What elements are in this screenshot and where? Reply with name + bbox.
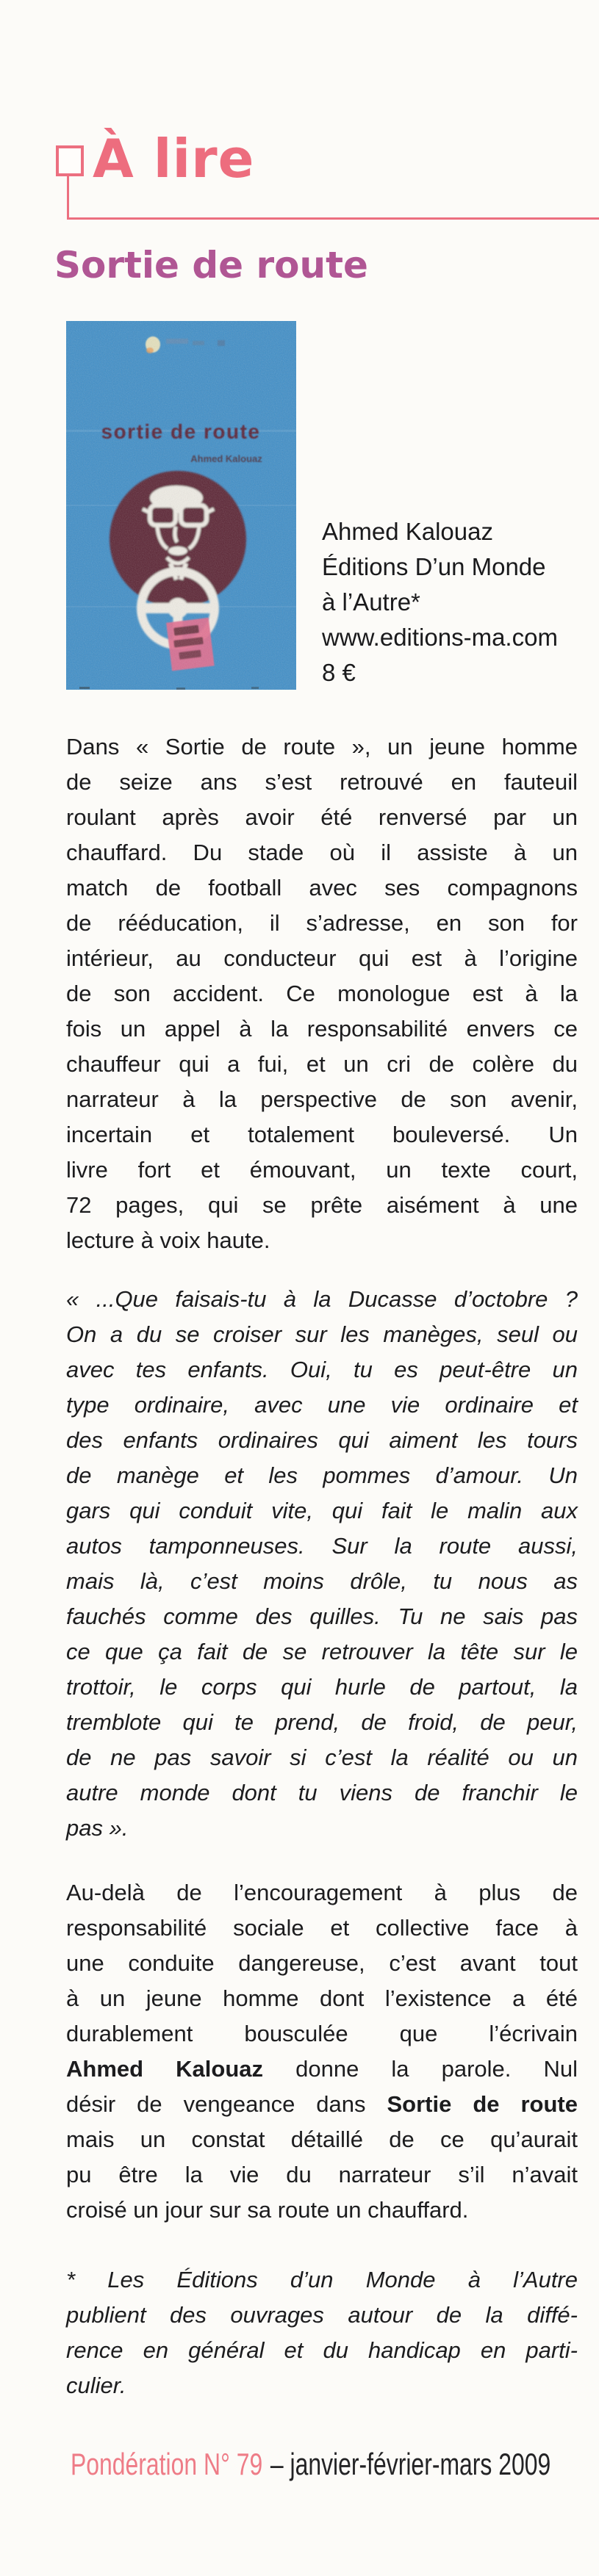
text-line: culier. [66, 2373, 126, 2398]
text-line: mais un constat détaillé de ce qu’aurait [66, 2126, 578, 2152]
text-line: pas ». [66, 1815, 129, 1841]
text-line: responsabilité sociale et collective face à [66, 1915, 578, 1941]
quote-excerpt [66, 1282, 578, 1846]
text-line: * Les Éditions d’un Monde à l’Autre [66, 2267, 578, 2292]
text-line: chauffeur qui a fui, et un cri de colère du [66, 1051, 578, 1077]
text-line: croisé un jour sur sa route un chauffard. [66, 2197, 469, 2223]
text-line: Ahmed Kalouaz donne la parole. Nul [66, 2056, 578, 2082]
text-line: 72 pages, qui se prête aisément à une [66, 1192, 578, 1218]
text-line: autre monde dont tu viens de franchir le [66, 1780, 578, 1805]
book-cover-image [66, 321, 296, 690]
footnote [66, 2262, 578, 2403]
text-line: www.editions-ma.com [322, 624, 558, 651]
text-line: « ...Que faisais-tu à la Ducasse d’octobre ? [66, 1286, 578, 1312]
text-line: à un jeune homme dont l’existence a été [66, 1985, 578, 2011]
text-line: de manège et les pommes d’amour. Un [66, 1462, 578, 1488]
page-footer [71, 2447, 550, 2481]
text-line: livre fort et émouvant, un texte court, [66, 1157, 578, 1183]
text-line: autos tamponneuses. Sur la route aussi, [66, 1533, 578, 1559]
text-line: 8 € [322, 659, 356, 686]
text-line: publient des ouvrages autour de la diffé- [66, 2302, 578, 2328]
text-line: incertain et totalement bouleversé. Un [66, 1122, 578, 1147]
book-info [322, 514, 587, 690]
text-line: fois un appel à la responsabilité envers ce [66, 1016, 578, 1042]
article-title: Sortie de route [54, 244, 368, 286]
text-line: de rééducation, il s’adresse, en son for [66, 910, 578, 936]
text-line: narrateur à la perspective de son avenir, [66, 1086, 578, 1112]
text-line: gars qui conduit vite, qui fait le malin aux [66, 1498, 578, 1523]
text-line: mais là, c’est moins drôle, tu nous as [66, 1568, 578, 1594]
text-line: des enfants ordinaires qui aiment les tours [66, 1427, 578, 1453]
text-line: match de football avec ses compagnons [66, 875, 578, 901]
text-line: roulant après avoir été renversé par un [66, 804, 578, 830]
text-line: pu être la vie du narrateur s’il n’avait [66, 2162, 578, 2187]
text-line: trottoir, le corps qui hurle de partout, la [66, 1674, 578, 1700]
text-line: ce que ça fait de se retrouver la tête sur le [66, 1639, 578, 1664]
section-marker-square [56, 145, 84, 176]
section-rule-horizontal [67, 217, 599, 220]
text-line: Au-delà de l’encouragement à plus de [66, 1880, 578, 1905]
cover-grain-overlay [66, 321, 296, 690]
text-line: On a du se croiser sur les manèges, seul ou [66, 1321, 578, 1347]
text-line: Ahmed Kalouaz [322, 518, 493, 545]
text-line: de ne pas savoir si c’est la réalité ou un [66, 1745, 578, 1770]
book-cover [66, 321, 296, 690]
text-line: de seize ans s’est retrouvé en fauteuil [66, 769, 578, 795]
text-line: Éditions D’un Monde [322, 553, 546, 580]
text-line: tremblote qui te prend, de froid, de peur, [66, 1709, 578, 1735]
text-line: fauchés comme des quilles. Tu ne sais pas [66, 1603, 578, 1629]
text-line: lecture à voix haute. [66, 1227, 270, 1253]
text-line: durablement bousculée que l’écrivain [66, 2021, 578, 2046]
text-line: de son accident. Ce monologue est à la [66, 981, 578, 1006]
review-paragraph-1 [66, 729, 578, 1258]
section-rule-vertical [67, 175, 69, 219]
text-line: une conduite dangereuse, c’est avant tout [66, 1950, 578, 1976]
text-line: Dans « Sortie de route », un jeune homme [66, 734, 578, 760]
text-line: intérieur, au conducteur qui est à l’origine [66, 945, 578, 971]
text-line: chauffard. Du stade où il assiste à un [66, 840, 578, 865]
section-title: À lire [93, 128, 255, 190]
text-line: rence en général et du handicap en parti- [66, 2337, 578, 2363]
footer-issue: Pondération N° 79 [71, 2447, 263, 2481]
text-line: désir de vengeance dans Sortie de route [66, 2091, 578, 2117]
text-line: à l’Autre* [322, 588, 420, 616]
review-paragraph-2 [66, 1875, 578, 2228]
text-line: avec tes enfants. Oui, tu es peut-être un [66, 1357, 578, 1382]
text-line: type ordinaire, avec une vie ordinaire et [66, 1392, 578, 1418]
footer-date: – janvier-février-mars 2009 [270, 2447, 551, 2481]
